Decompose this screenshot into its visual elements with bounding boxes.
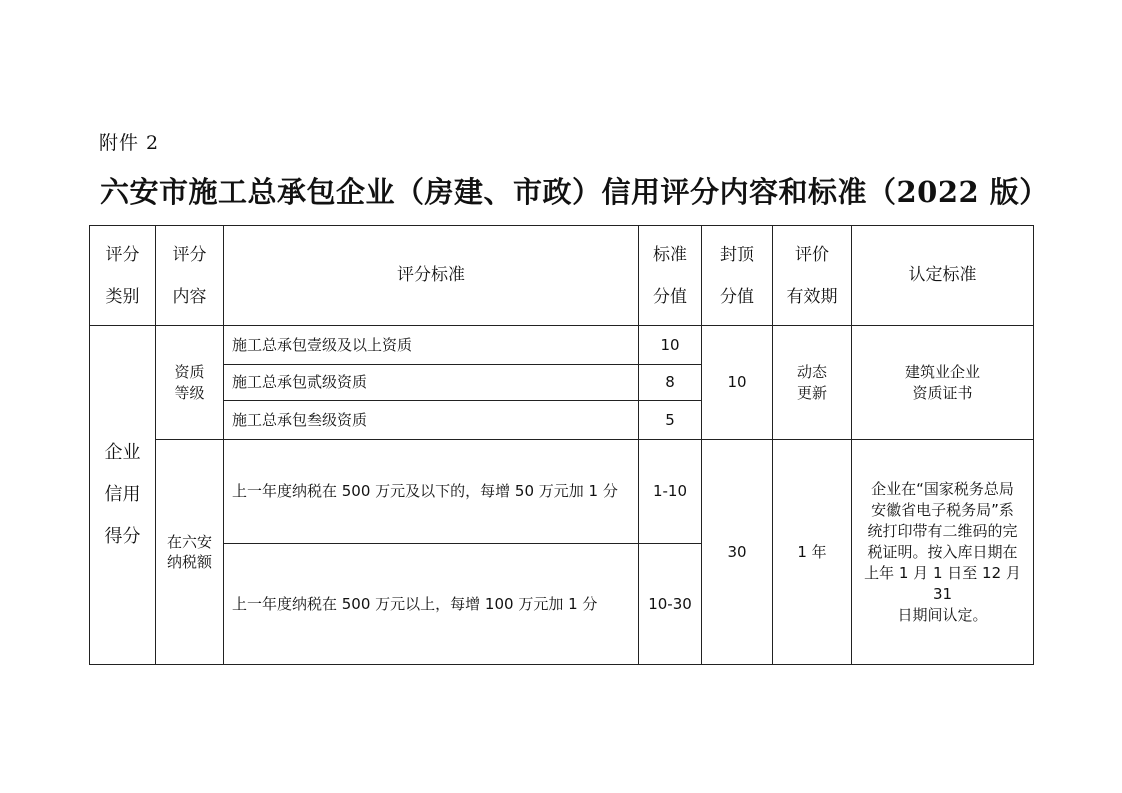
header-criteria: 评分标准: [224, 226, 639, 326]
header-standard-line1: 标准: [653, 244, 687, 265]
header-cap-line1: 封顶: [720, 244, 754, 265]
header-certification: 认定标准: [852, 226, 1034, 326]
score-cell: 10-30: [639, 544, 702, 665]
certification-line4: 税证明。按入库日期在: [867, 542, 1018, 561]
criteria-cell: 上一年度纳税在 500 万元以上，每增 100 万元加 1 分: [224, 544, 639, 665]
criteria-cell: 施工总承包壹级及以上资质: [224, 326, 639, 365]
content-line2: 等级: [174, 383, 205, 402]
certification-cell: [852, 326, 1034, 440]
certification-line2: 资质证书: [912, 383, 973, 402]
certification-line5: 上年 1 月 1 日至 12 月 31: [864, 563, 1021, 603]
header-category-line2: 类别: [105, 286, 140, 307]
score-cell: 1-10: [639, 440, 702, 544]
header-standard-score: [639, 226, 702, 326]
score-cell: 5: [639, 401, 702, 440]
header-validity-line2: 有效期: [786, 286, 838, 307]
header-validity-line1: 评价: [795, 244, 829, 265]
table-row: [90, 440, 1034, 544]
content-line1: 在六安: [166, 532, 212, 551]
header-content: [156, 226, 224, 326]
content-tax: [156, 440, 224, 665]
category-cell: [90, 326, 156, 665]
table-row: [90, 326, 1034, 365]
header-standard-line2: 分值: [653, 286, 687, 307]
category-line1: 企业: [104, 442, 141, 463]
validity-cell: 1 年: [773, 440, 852, 665]
header-cap-score: [702, 226, 773, 326]
validity-cell: [773, 326, 852, 440]
document-title: 六安市施工总承包企业（房建、市政）信用评分内容和标准（2022 版）: [100, 175, 1049, 209]
header-row: [90, 226, 1034, 326]
certification-cell: [852, 440, 1034, 665]
certification-line2: 安徽省电子税务局”系: [871, 500, 1014, 519]
criteria-cell: 上一年度纳税在 500 万元及以下的，每增 50 万元加 1 分: [224, 440, 639, 544]
score-cell: 8: [639, 365, 702, 401]
header-category: [90, 226, 156, 326]
header-content-line1: 评分: [172, 244, 207, 265]
scoring-table: [89, 225, 1034, 665]
category-line2: 信用: [104, 484, 141, 505]
validity-line2: 更新: [796, 383, 827, 402]
certification-line3: 统打印带有二维码的完: [867, 521, 1018, 540]
certification-line6: 日期间认定。: [897, 605, 988, 624]
header-cap-line2: 分值: [720, 286, 754, 307]
cap-cell: 30: [702, 440, 773, 665]
content-line1: 资质: [174, 363, 205, 382]
criteria-cell: 施工总承包贰级资质: [224, 365, 639, 401]
score-cell: 10: [639, 326, 702, 365]
header-category-line1: 评分: [105, 244, 140, 265]
header-validity: [773, 226, 852, 326]
category-line3: 得分: [104, 526, 141, 547]
header-content-line2: 内容: [172, 286, 207, 307]
validity-line1: 动态: [796, 363, 827, 382]
cap-cell: 10: [702, 326, 773, 440]
certification-line1: 企业在“国家税务总局: [871, 479, 1014, 498]
attachment-label: 附件 2: [99, 132, 160, 154]
content-line2: 纳税额: [166, 553, 212, 571]
content-qualification: [156, 326, 224, 440]
certification-line1: 建筑业企业: [904, 363, 980, 382]
criteria-cell: 施工总承包叁级资质: [224, 401, 639, 440]
